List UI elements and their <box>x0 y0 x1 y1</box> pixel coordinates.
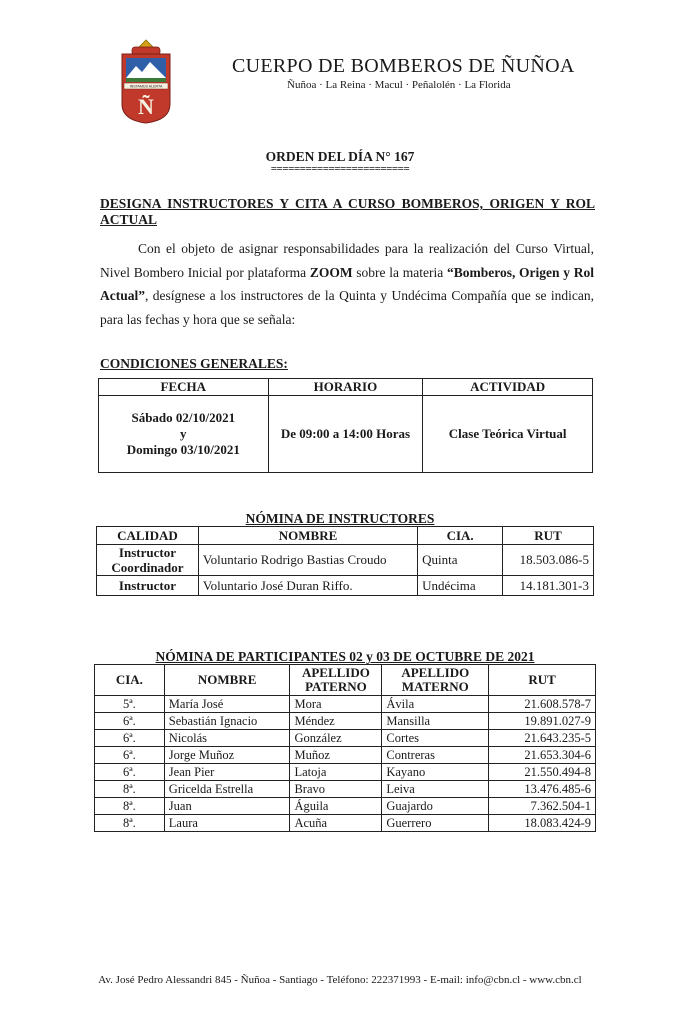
title-underline-rule: ======================== <box>270 163 410 175</box>
conditions-header-actividad: ACTIVIDAD <box>423 379 593 396</box>
footer-contact: Av. José Pedro Alessandri 845 - Ñuñoa - Santiago - Teléfono: 222371993 - E-mail: info@cbn.cl - www.cbn.cl <box>98 974 582 986</box>
participants-header-apellido-paterno: APELLIDO PATERNO <box>290 665 382 696</box>
conditions-fecha-cell <box>99 396 269 473</box>
participant-cia: 8ª. <box>95 815 165 832</box>
participant-apellido-materno: Kayano <box>382 764 489 781</box>
participant-apellido-paterno: Mora <box>290 696 382 713</box>
participant-rut: 18.083.424-9 <box>489 815 596 832</box>
participant-nombre: María José <box>164 696 290 713</box>
instructor-calidad: Instructor Coordinador <box>97 545 199 576</box>
instructors-table <box>96 526 594 596</box>
participant-nombre: Juan <box>164 798 290 815</box>
crest-banner-text: INSTAMUS ALERTA <box>129 84 163 89</box>
conditions-horario-cell: De 09:00 a 14:00 Horas <box>268 396 423 473</box>
instructors-header-rut: RUT <box>503 527 594 545</box>
participant-nombre: Sebastián Ignacio <box>164 713 290 730</box>
instructors-header-row <box>97 527 594 545</box>
fire-department-crest-logo <box>118 38 174 124</box>
participants-table <box>94 664 596 832</box>
participant-rut: 21.608.578-7 <box>489 696 596 713</box>
participant-nombre: Nicolás <box>164 730 290 747</box>
participant-rut: 21.653.304-6 <box>489 747 596 764</box>
order-subject: DESIGNA INSTRUCTORES Y CITA A CURSO BOMBEROS, ORIGEN Y ROL ACTUAL <box>100 196 595 227</box>
participant-apellido-materno: Guerrero <box>382 815 489 832</box>
intro-text-3: , desígnese a los instructores de la Quinta y Undécima Compañía que se indican, para las fechas y hora que se señala: <box>100 288 594 327</box>
participant-apellido-paterno: Bravo <box>290 781 382 798</box>
participant-apellido-paterno: Méndez <box>290 713 382 730</box>
participants-header-cia: CIA. <box>95 665 165 696</box>
participant-apellido-materno: Mansilla <box>382 713 489 730</box>
conditions-header-horario: HORARIO <box>268 379 423 396</box>
participant-apellido-materno: Guajardo <box>382 798 489 815</box>
fecha-line-1: Sábado 02/10/2021 <box>131 410 236 425</box>
intro-course-subject: “Bomberos, Origen y Rol Actual” <box>100 264 595 303</box>
instructor-row <box>97 545 594 576</box>
instructor-cia: Undécima <box>418 576 503 596</box>
conditions-row <box>99 396 593 473</box>
participant-nombre: Laura <box>164 815 290 832</box>
participant-rut: 21.550.494-8 <box>489 764 596 781</box>
instructor-rut: 14.181.301-3 <box>503 576 594 596</box>
conditions-table <box>98 378 593 473</box>
participant-cia: 5ª. <box>95 696 165 713</box>
instructor-calidad: Instructor <box>97 576 199 596</box>
conditions-header-row <box>99 379 593 396</box>
instructors-header-cia: CIA. <box>418 527 503 545</box>
instructor-rut: 18.503.086-5 <box>503 545 594 576</box>
participants-header-row <box>95 665 596 696</box>
instructors-header-nombre: NOMBRE <box>198 527 417 545</box>
instructor-nombre: Voluntario José Duran Riffo. <box>198 576 417 596</box>
participant-rut: 13.476.485-6 <box>489 781 596 798</box>
order-title: ORDEN DEL DÍA N° 167 <box>265 149 415 164</box>
participant-cia: 6ª. <box>95 730 165 747</box>
participant-row <box>95 730 596 747</box>
participants-header-rut: RUT <box>489 665 596 696</box>
intro-text-2: sobre la materia <box>352 264 447 280</box>
instructor-row <box>97 576 594 596</box>
participant-rut: 7.362.504-1 <box>489 798 596 815</box>
participant-row <box>95 696 596 713</box>
participant-row <box>95 781 596 798</box>
crest-letter: Ñ <box>138 94 154 119</box>
participants-heading: NÓMINA DE PARTICIPANTES 02 y 03 DE OCTUBRE DE 2021 <box>155 649 535 664</box>
fecha-line-2: y <box>180 426 187 441</box>
participants-header-apellido-materno: APELLIDO MATERNO <box>382 665 489 696</box>
participant-apellido-materno: Ávila <box>382 696 489 713</box>
participant-apellido-paterno: Águila <box>290 798 382 815</box>
intro-platform: ZOOM <box>309 264 353 280</box>
participant-row <box>95 815 596 832</box>
participant-apellido-materno: Cortes <box>382 730 489 747</box>
instructor-nombre: Voluntario Rodrigo Bastias Croudo <box>198 545 417 576</box>
participant-apellido-paterno: Acuña <box>290 815 382 832</box>
participant-nombre: Jean Pier <box>164 764 290 781</box>
conditions-heading: CONDICIONES GENERALES: <box>100 356 288 371</box>
participant-row <box>95 713 596 730</box>
fecha-line-3: Domingo 03/10/2021 <box>126 442 240 457</box>
participant-cia: 6ª. <box>95 713 165 730</box>
participant-apellido-materno: Contreras <box>382 747 489 764</box>
participant-apellido-paterno: Latoja <box>290 764 382 781</box>
intro-text-1: Con el objeto de asignar responsabilidades para la realización del Curso Virtual, Nivel Bombero Inicial por plataforma <box>100 241 594 280</box>
participant-nombre: Jorge Muñoz <box>164 747 290 764</box>
participant-row <box>95 798 596 815</box>
participant-apellido-paterno: González <box>290 730 382 747</box>
organization-communes: Ñuñoa · La Reina · Macul · Peñalolén · La Florida <box>287 79 511 91</box>
participant-rut: 19.891.027-9 <box>489 713 596 730</box>
intro-paragraph <box>100 237 594 331</box>
conditions-header-fecha: FECHA <box>99 379 269 396</box>
participant-row <box>95 747 596 764</box>
participant-row <box>95 764 596 781</box>
participants-header-nombre: NOMBRE <box>164 665 290 696</box>
participant-cia: 8ª. <box>95 781 165 798</box>
participant-cia: 8ª. <box>95 798 165 815</box>
instructor-cia: Quinta <box>418 545 503 576</box>
participant-cia: 6ª. <box>95 747 165 764</box>
participant-cia: 6ª. <box>95 764 165 781</box>
conditions-actividad-cell: Clase Teórica Virtual <box>423 396 593 473</box>
participant-nombre: Gricelda Estrella <box>164 781 290 798</box>
instructors-header-calidad: CALIDAD <box>97 527 199 545</box>
participant-apellido-paterno: Muñoz <box>290 747 382 764</box>
organization-name: CUERPO DE BOMBEROS DE ÑUÑOA <box>232 55 575 77</box>
participant-rut: 21.643.235-5 <box>489 730 596 747</box>
instructors-heading: NÓMINA DE INSTRUCTORES <box>245 511 435 526</box>
participant-apellido-materno: Leiva <box>382 781 489 798</box>
